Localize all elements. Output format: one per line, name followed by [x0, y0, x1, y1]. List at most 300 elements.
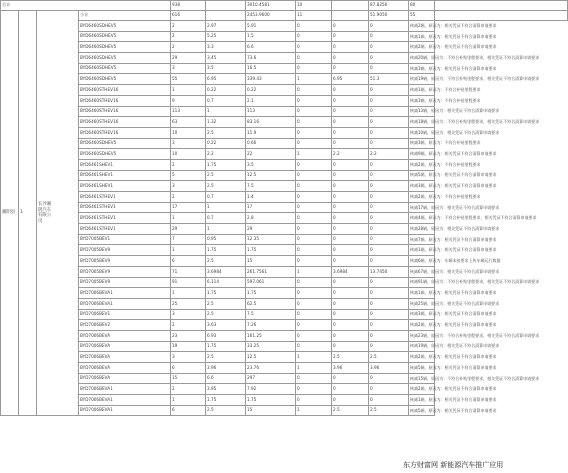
- note-cell: 核减4辆，原因为：不符合补贴里程要求，相关凭证不符合清算申请要求: [409, 213, 435, 224]
- table-row: [1, 85, 568, 96]
- unit-cell: 2.5: [206, 309, 246, 320]
- deduct-unit-cell: 0: [332, 63, 369, 74]
- deduct-unit-cell: 3.96: [332, 363, 369, 374]
- deduct-unit-cell: 0: [332, 85, 369, 96]
- deduct-qty-cell: 1: [296, 352, 332, 363]
- model-cell: BYD6460SDHEV5: [79, 74, 171, 85]
- deduct-qty-cell: 0: [296, 341, 332, 352]
- note-cell: 核减5辆，原因为：相关凭证不符合清算申请要求: [409, 170, 435, 181]
- unit-cell: 2.5: [206, 405, 246, 416]
- deduct-unit-cell: 0: [332, 106, 369, 117]
- unit-cell: 3.45: [206, 53, 246, 64]
- subtotal-cell: 2453.9600: [246, 11, 296, 21]
- amount-cell: 339.43: [246, 74, 296, 85]
- deduct-unit-cell: 2.5: [332, 405, 369, 416]
- note-cell: 核减15辆，原因为：不符合补贴里程要求，相关凭证不符合清算申请要求: [409, 373, 435, 384]
- note-cell: 核减5辆，原因为：相关凭证不符合清算申请要求: [409, 405, 435, 416]
- deduct-qty-cell: 0: [296, 245, 332, 256]
- note-cell: 核减1辆，原因为：相关凭证不符合清算申请要求: [409, 245, 435, 256]
- model-cell: BYD6460SDHEV5: [79, 63, 171, 74]
- amount-cell: 11.9: [246, 127, 296, 138]
- amount-cell: 7.5: [246, 309, 296, 320]
- deduct-qty-cell: 0: [296, 53, 332, 64]
- note-cell: 核减19辆，原因为：不符合补贴里程要求，相关凭证不符合清算申请要求: [409, 74, 435, 85]
- amount-cell: 16.5: [246, 63, 296, 74]
- model-cell: BYD7006BEVA1: [79, 395, 171, 406]
- model-cell: BYD6460SDHEV5: [79, 31, 171, 42]
- qty-cell: 17: [171, 202, 206, 213]
- subtotal-label: 小计: [79, 11, 171, 21]
- company-label: 长沙湘阴汽车有限公司: [38, 201, 52, 224]
- deduct-unit-cell: 0: [332, 256, 369, 267]
- deduct-qty-cell: 0: [296, 330, 332, 341]
- table-row: [1, 341, 568, 352]
- table-row: [1, 53, 568, 64]
- note-cell: 核减2辆，原因为：相关凭证不符合清算申请要求: [409, 21, 435, 32]
- deduct-amount-cell: 2.5: [369, 405, 409, 416]
- table-row: [1, 74, 568, 85]
- deduct-unit-cell: 0: [332, 117, 369, 128]
- total-label: 合计: [1, 1, 171, 11]
- unit-cell: 1: [206, 106, 246, 117]
- table-row: [1, 117, 568, 128]
- note-cell: 核减19辆，原因为：相关凭证不符合清算申请要求: [409, 341, 435, 352]
- unit-cell: 3.6984: [206, 266, 246, 277]
- deduct-qty-cell: 1: [296, 266, 332, 277]
- model-cell: BYD7006BEVA1: [79, 384, 171, 395]
- amount-cell: 7.5: [246, 181, 296, 192]
- deduct-amount-cell: 0: [369, 53, 409, 64]
- deduct-unit-cell: 0: [332, 330, 369, 341]
- deduct-qty-cell: 0: [296, 298, 332, 309]
- note-cell: 核减2辆，原因为：相关凭证不符合清算申请要求: [409, 320, 435, 331]
- index-cell: [19, 11, 37, 416]
- deduct-amount-cell: 0: [369, 21, 409, 32]
- qty-cell: 3: [171, 309, 206, 320]
- model-cell: BYD6460SDHEV5: [79, 21, 171, 32]
- table-row: [1, 309, 568, 320]
- unit-cell: 2.2: [206, 149, 246, 160]
- model-cell: BYD6461STHEV1: [79, 224, 171, 235]
- amount-cell: 73.6: [246, 53, 296, 64]
- qty-cell: 9: [171, 95, 206, 106]
- amount-cell: 597.061: [246, 277, 296, 288]
- qty-cell: 113: [171, 106, 206, 117]
- deduct-amount-cell: 0: [369, 341, 409, 352]
- deduct-unit-cell: 0: [332, 159, 369, 170]
- table-row: [1, 363, 568, 374]
- note-cell: 核减5辆，原因为：相关凭证不符合清算申请要求: [409, 363, 435, 374]
- deduct-unit-cell: 0: [332, 320, 369, 331]
- unit-cell: 5.25: [206, 31, 246, 42]
- model-cell: BYD6460SDHEV5: [79, 138, 171, 149]
- unit-cell: 3.96: [206, 363, 246, 374]
- deduct-unit-cell: 0: [332, 298, 369, 309]
- deduct-qty-cell: 0: [296, 159, 332, 170]
- qty-cell: 2: [171, 21, 206, 32]
- total-cell: 80: [409, 1, 435, 11]
- qty-cell: 55: [171, 74, 206, 85]
- unit-cell: 6.114: [206, 277, 246, 288]
- unit-cell: 3.5: [206, 63, 246, 74]
- qty-cell: 2: [171, 320, 206, 331]
- unit-cell: 1: [206, 202, 246, 213]
- model-cell: BYD6460STHEV16: [79, 106, 171, 117]
- deduct-amount-cell: 0: [369, 95, 409, 106]
- deduct-unit-cell: 0: [332, 245, 369, 256]
- note-cell: 核减2辆，原因为：不符合补贴里程要求: [409, 159, 435, 170]
- note-cell: 核减2辆，原因为：相关凭证不符合清算申请要求: [409, 352, 435, 363]
- amount-cell: 1.4: [246, 192, 296, 203]
- table-row: [1, 213, 568, 224]
- qty-cell: 5: [171, 170, 206, 181]
- deduct-unit-cell: 2.2: [332, 149, 369, 160]
- deduct-qty-cell: 0: [296, 277, 332, 288]
- deduct-amount-cell: 0: [369, 277, 409, 288]
- subtotal-cell: 11: [296, 11, 332, 21]
- amount-cell: 261.7561: [246, 266, 296, 277]
- note-cell: 核减3辆，原因为：不符合补贴里程要求: [409, 138, 435, 149]
- region-label: 湘阴县: [2, 210, 16, 216]
- qty-cell: 6: [171, 256, 206, 267]
- deduct-amount-cell: 2.5: [369, 352, 409, 363]
- total-cell: 10: [296, 1, 332, 11]
- qty-cell: 10: [171, 127, 206, 138]
- note-cell: 核减17辆，原因为：相关凭证不符合清算申请要求: [409, 202, 435, 213]
- deduct-unit-cell: 0: [332, 31, 369, 42]
- model-cell: BYD7005BEV9: [79, 266, 171, 277]
- note-cell: 核减13辆，原因为：相关凭证不符合清算申请要求: [409, 106, 435, 117]
- table-row: [1, 256, 568, 267]
- model-cell: BYD6461SHEV1: [79, 159, 171, 170]
- index-label: 1: [20, 210, 23, 216]
- deduct-amount-cell: 0: [369, 256, 409, 267]
- deduct-qty-cell: 0: [296, 63, 332, 74]
- note-cell: 核减2辆，原因为：不符合补贴里程要求: [409, 192, 435, 203]
- table-row: [1, 21, 568, 32]
- deduct-qty-cell: 0: [296, 42, 332, 53]
- table-row: [1, 373, 568, 384]
- deduct-amount-cell: 2.2: [369, 149, 409, 160]
- deduct-unit-cell: 6.95: [332, 74, 369, 85]
- deduct-amount-cell: 0: [369, 170, 409, 181]
- deduct-amount-cell: 0: [369, 320, 409, 331]
- deduct-unit-cell: 0: [332, 213, 369, 224]
- note-cell: 核减18辆，原因为：不符合补贴里程要求，相关凭证不符合清算申请要求: [409, 117, 435, 128]
- deduct-amount-cell: 0: [369, 106, 409, 117]
- deduct-qty-cell: 0: [296, 384, 332, 395]
- unit-cell: 6.93: [206, 330, 246, 341]
- qty-cell: 29: [171, 224, 206, 235]
- model-cell: BYD7006BEVA: [79, 341, 171, 352]
- amount-cell: 12.35: [246, 234, 296, 245]
- qty-cell: 29: [171, 53, 206, 64]
- deduct-qty-cell: 0: [296, 373, 332, 384]
- unit-cell: 0.95: [206, 234, 246, 245]
- note-cell: 核减2辆，原因为：相关凭证不符合清算申请要求: [409, 42, 435, 53]
- deduct-unit-cell: 0: [332, 21, 369, 32]
- amount-cell: 0.66: [246, 138, 296, 149]
- qty-cell: 3: [171, 181, 206, 192]
- qty-cell: 1: [171, 85, 206, 96]
- qty-cell: 2: [171, 42, 206, 53]
- model-cell: BYD6461SHEV1: [79, 170, 171, 181]
- deduct-qty-cell: 1: [296, 149, 332, 160]
- deduct-amount-cell: 0: [369, 181, 409, 192]
- amount-cell: 5.91: [246, 21, 296, 32]
- model-cell: BYD6461SHEV1: [79, 181, 171, 192]
- deduct-unit-cell: 0: [332, 170, 369, 181]
- table-row: [1, 138, 568, 149]
- note-cell: 核减1辆，原因为：不符合补贴里程要求: [409, 85, 435, 96]
- deduct-unit-cell: 3.6984: [332, 266, 369, 277]
- amount-cell: 12.5: [246, 170, 296, 181]
- amount-cell: 83.16: [246, 117, 296, 128]
- unit-cell: 0.7: [206, 95, 246, 106]
- note-cell: 核减10辆，原因为：相关凭证不符合清算申请要求: [409, 127, 435, 138]
- model-cell: BYD7006BEVA: [79, 352, 171, 363]
- total-cell: 3010.4581: [246, 1, 296, 11]
- subtotal-cell: 51.9050: [369, 11, 409, 21]
- deduct-unit-cell: 0: [332, 277, 369, 288]
- unit-cell: 0.7: [206, 192, 246, 203]
- deduct-qty-cell: 0: [296, 21, 332, 32]
- deduct-unit-cell: 0: [332, 202, 369, 213]
- table-row: [1, 170, 568, 181]
- unit-cell: 1: [206, 224, 246, 235]
- model-cell: BYD7005BEV1: [79, 234, 171, 245]
- deduct-amount-cell: 0: [369, 288, 409, 299]
- unit-cell: 2.5: [206, 256, 246, 267]
- amount-cell: 2.1: [246, 95, 296, 106]
- deduct-qty-cell: 0: [296, 170, 332, 181]
- note-cell: 核减67辆，原因为：相关凭证不符合清算申请要求: [409, 266, 435, 277]
- total-row: [1, 1, 568, 11]
- unit-cell: 0.22: [206, 85, 246, 96]
- table-row: [1, 266, 568, 277]
- model-cell: BYD7005BEV9: [79, 277, 171, 288]
- model-cell: BYD7006BEVA: [79, 373, 171, 384]
- model-cell: BYD7005BEV9: [79, 245, 171, 256]
- unit-cell: 2.5: [206, 352, 246, 363]
- table-row: [1, 330, 568, 341]
- amount-cell: 29: [246, 224, 296, 235]
- amount-cell: 33.25: [246, 341, 296, 352]
- table-row: [1, 42, 568, 53]
- deduct-amount-cell: 0: [369, 85, 409, 96]
- note-cell: 核减3辆，原因为：相关凭证不符合清算申请要求: [409, 309, 435, 320]
- source-watermark: 东方财富网 新能源汽车推广应用: [399, 460, 563, 472]
- subtotal-row: [1, 11, 568, 21]
- deduct-amount-cell: 0: [369, 395, 409, 406]
- deduct-amount-cell: 0: [369, 213, 409, 224]
- deduct-qty-cell: 0: [296, 181, 332, 192]
- qty-cell: 2: [171, 159, 206, 170]
- amount-cell: 7.26: [246, 320, 296, 331]
- deduct-qty-cell: 0: [296, 234, 332, 245]
- unit-cell: 1.75: [206, 159, 246, 170]
- deduct-amount-cell: 0: [369, 245, 409, 256]
- amount-cell: 6.6: [246, 42, 296, 53]
- deduct-unit-cell: 0: [332, 181, 369, 192]
- model-cell: BYD6460STHEV16: [79, 127, 171, 138]
- deduct-qty-cell: 0: [296, 192, 332, 203]
- amount-cell: 161.25: [246, 330, 296, 341]
- total-cell: 938: [171, 1, 206, 11]
- model-cell: BYD6460SDHEV5: [79, 53, 171, 64]
- deduct-qty-cell: 0: [296, 256, 332, 267]
- table-row: [1, 31, 568, 42]
- deduct-unit-cell: 0: [332, 53, 369, 64]
- qty-cell: 23: [171, 330, 206, 341]
- note-cell: 核减3辆，原因为：不符合补贴里程要求: [409, 95, 435, 106]
- amount-cell: 23.76: [246, 363, 296, 374]
- unit-cell: 1.75: [206, 245, 246, 256]
- deduct-unit-cell: 0: [332, 127, 369, 138]
- qty-cell: 25: [171, 298, 206, 309]
- model-cell: BYD7005BEV9: [79, 256, 171, 267]
- amount-cell: 62.5: [246, 298, 296, 309]
- table-row: [1, 320, 568, 331]
- deduct-qty-cell: 0: [296, 202, 332, 213]
- note-cell: 核减23辆，原因为：不符合补贴里程要求，相关凭证不符合清算申请要求: [409, 330, 435, 341]
- unit-cell: 3.3: [206, 42, 246, 53]
- note-cell: 核减1辆，原因为：相关凭证不符合清算申请要求: [409, 31, 435, 42]
- qty-cell: 1: [171, 245, 206, 256]
- deduct-qty-cell: 0: [296, 117, 332, 128]
- deduct-amount-cell: 0: [369, 234, 409, 245]
- total-cell: 87.8250: [369, 1, 409, 11]
- model-cell: BYD6461STHEV1: [79, 192, 171, 203]
- deduct-amount-cell: 13.7450: [369, 266, 409, 277]
- table-row: [1, 298, 568, 309]
- unit-cell: 2.97: [206, 21, 246, 32]
- qty-cell: 3: [171, 352, 206, 363]
- model-cell: BYD7006BEVA1: [79, 288, 171, 299]
- note-cell: 核减3辆，原因为：相关凭证不符合清算申请要求: [409, 181, 435, 192]
- model-cell: BYD6461STHEV1: [79, 202, 171, 213]
- deduct-qty-cell: 0: [296, 213, 332, 224]
- deduct-unit-cell: 0: [332, 42, 369, 53]
- deduct-amount-cell: 0: [369, 330, 409, 341]
- qty-cell: 2: [171, 192, 206, 203]
- subtotal-cell: [332, 11, 369, 21]
- qty-cell: 63: [171, 117, 206, 128]
- deduct-amount-cell: 0: [369, 42, 409, 53]
- unit-cell: 1.75: [206, 395, 246, 406]
- deduct-qty-cell: 1: [296, 363, 332, 374]
- deduct-unit-cell: 2.5: [332, 352, 369, 363]
- deduct-amount-cell: 0: [369, 202, 409, 213]
- deduct-qty-cell: 0: [296, 85, 332, 96]
- amount-cell: 22: [246, 149, 296, 160]
- table-row: [1, 395, 568, 406]
- amount-cell: 1.75: [246, 395, 296, 406]
- model-cell: BYD6460SDHEV5: [79, 42, 171, 53]
- deduct-qty-cell: 0: [296, 127, 332, 138]
- deduct-unit-cell: 0: [332, 373, 369, 384]
- qty-cell: 91: [171, 277, 206, 288]
- amount-cell: 1.75: [246, 245, 296, 256]
- table-row: [1, 224, 568, 235]
- qty-cell: 6: [171, 363, 206, 374]
- deduct-amount-cell: 3.96: [369, 363, 409, 374]
- deduct-qty-cell: 1: [296, 74, 332, 85]
- deduct-qty-cell: 0: [296, 106, 332, 117]
- deduct-qty-cell: 0: [296, 320, 332, 331]
- amount-cell: 2.8: [246, 213, 296, 224]
- deduct-unit-cell: 0: [332, 395, 369, 406]
- model-cell: BYD6460STHEV16: [79, 85, 171, 96]
- amount-cell: 3.5: [246, 159, 296, 170]
- note-cell: 核减7辆，原因为：相关凭证不符合清算申请要求: [409, 234, 435, 245]
- note-cell: 核减6辆，原因为：车辆未按要求上传车辆运行数据: [409, 256, 435, 267]
- subtotal-note: [435, 11, 568, 21]
- amount-cell: 1.5: [246, 31, 296, 42]
- model-cell: BYD7006BEV2: [79, 320, 171, 331]
- qty-cell: 19: [171, 341, 206, 352]
- amount-cell: 1.75: [246, 288, 296, 299]
- note-cell: 核减1辆，原因为：相关凭证不符合清算申请要求: [409, 288, 435, 299]
- deduct-amount-cell: 0: [369, 159, 409, 170]
- model-cell: BYD7006BEVA: [79, 363, 171, 374]
- deduct-qty-cell: 0: [296, 309, 332, 320]
- subtotal-cell: [206, 11, 246, 21]
- model-cell: BYD7006BEVA1: [79, 298, 171, 309]
- table-body: [1, 1, 568, 416]
- unit-cell: 0.7: [206, 213, 246, 224]
- deduct-amount-cell: 0: [369, 224, 409, 235]
- unit-cell: 1.32: [206, 117, 246, 128]
- unit-cell: 1.75: [206, 341, 246, 352]
- deduct-unit-cell: 0: [332, 288, 369, 299]
- deduct-amount-cell: 0: [369, 138, 409, 149]
- model-cell: BYD6460SDHEV5: [79, 149, 171, 160]
- qty-cell: 1: [171, 395, 206, 406]
- amount-cell: 15: [246, 405, 296, 416]
- deduct-unit-cell: 0: [332, 309, 369, 320]
- amount-cell: 0.22: [246, 85, 296, 96]
- table-row: [1, 192, 568, 203]
- deduct-amount-cell: 0: [369, 384, 409, 395]
- amount-cell: 7.92: [246, 384, 296, 395]
- unit-cell: 2.5: [206, 170, 246, 181]
- qty-cell: 1: [171, 213, 206, 224]
- deduct-unit-cell: 0: [332, 192, 369, 203]
- deduct-qty-cell: 0: [296, 288, 332, 299]
- unit-cell: 3.63: [206, 320, 246, 331]
- unit-cell: 3.95: [206, 384, 246, 395]
- table-row: [1, 384, 568, 395]
- note-cell: 核减28辆，原因为：相关凭证不符合清算申请要求: [409, 224, 435, 235]
- qty-cell: 2: [171, 384, 206, 395]
- deduct-qty-cell: 0: [296, 395, 332, 406]
- table-row: [1, 149, 568, 160]
- table-row: [1, 202, 568, 213]
- amount-cell: 15: [246, 256, 296, 267]
- qty-cell: 7: [171, 234, 206, 245]
- model-cell: BYD7006BEVA1: [79, 405, 171, 416]
- deduct-amount-cell: 0: [369, 117, 409, 128]
- unit-cell: 0.22: [206, 138, 246, 149]
- deduct-qty-cell: 0: [296, 224, 332, 235]
- table-row: [1, 245, 568, 256]
- table-row: [1, 352, 568, 363]
- unit-cell: 6.95: [206, 74, 246, 85]
- table-row: [1, 159, 568, 170]
- table-row: [1, 106, 568, 117]
- deduct-amount-cell: 0: [369, 192, 409, 203]
